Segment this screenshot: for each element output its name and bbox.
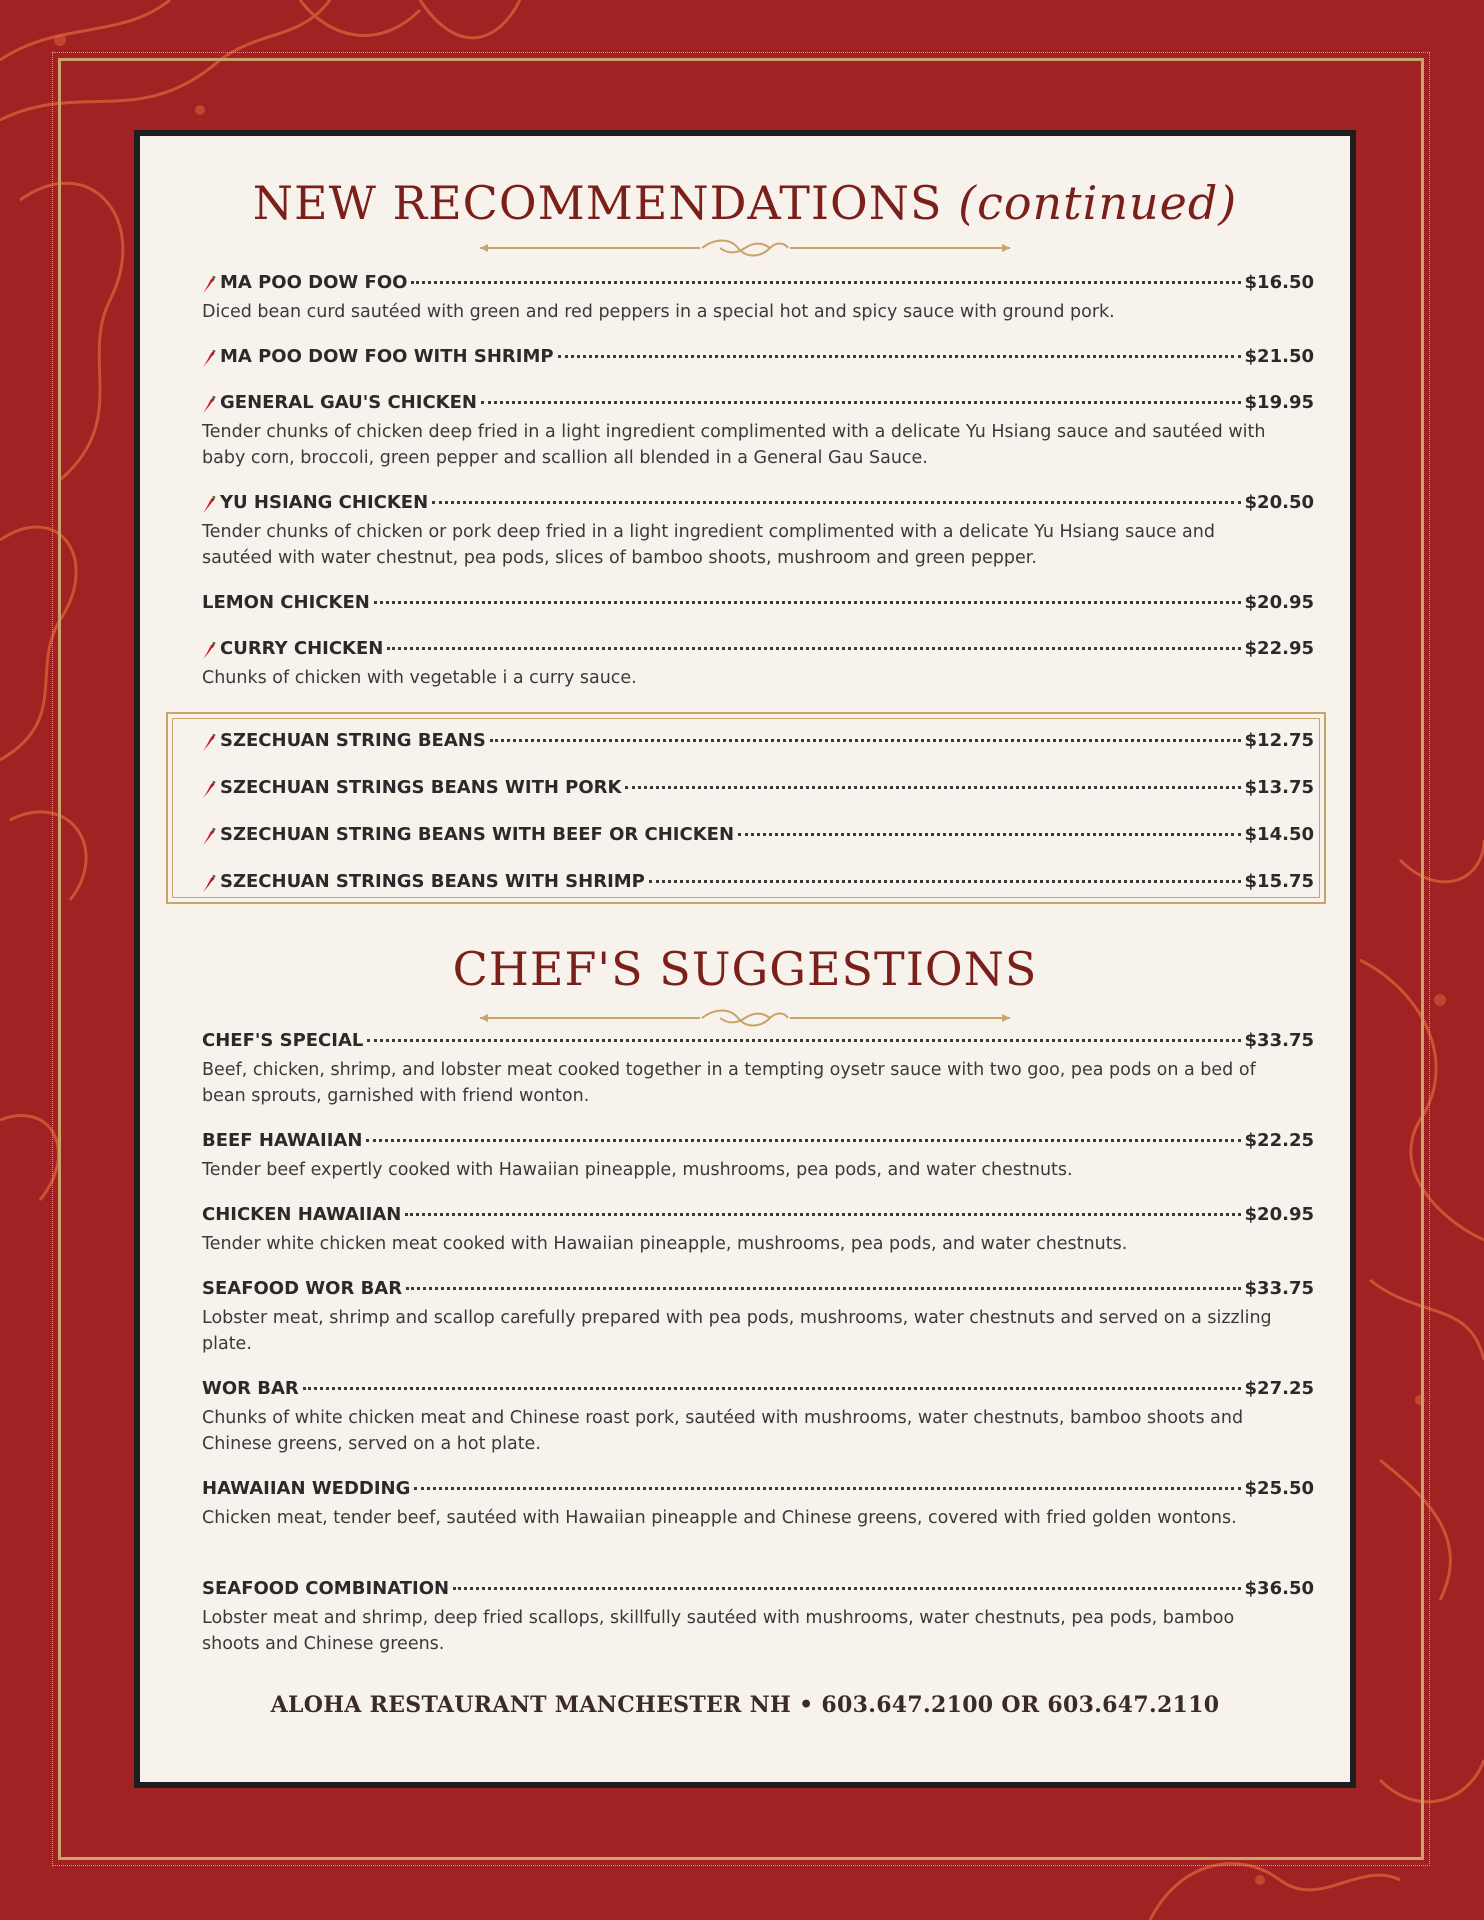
menu-item-row bbox=[202, 346, 1314, 372]
dot-leader bbox=[303, 1387, 1241, 1390]
dot-leader bbox=[649, 880, 1241, 883]
dot-leader bbox=[406, 1287, 1240, 1290]
dot-leader bbox=[738, 833, 1241, 836]
menu-item-price: $33.75 bbox=[1244, 1278, 1314, 1299]
menu-item-name: GENERAL GAU'S CHICKEN bbox=[220, 392, 477, 413]
menu-item-name: MA POO DOW FOO bbox=[220, 272, 408, 293]
menu-item-row bbox=[202, 871, 1314, 897]
menu-item-description: Chunks of white chicken meat and Chinese roast pork, sautéed with mushrooms, water chestnuts, bamboo shoots and Chinese greens, served on a hot plate. bbox=[202, 1408, 1244, 1454]
menu-item-price: $21.50 bbox=[1244, 346, 1314, 367]
menu-item-price: $33.75 bbox=[1244, 1030, 1314, 1051]
section-title-chefs-suggestions bbox=[140, 942, 1350, 996]
menu-item bbox=[202, 1030, 1314, 1109]
menu-item bbox=[202, 1204, 1314, 1257]
menu-item-name: MA POO DOW FOO WITH SHRIMP bbox=[220, 346, 554, 367]
menu-item-name: SZECHUAN STRINGS BEANS WITH SHRIMP bbox=[220, 871, 645, 892]
menu-item-price: $36.50 bbox=[1244, 1578, 1314, 1599]
menu-panel bbox=[134, 130, 1356, 1788]
menu-item-price: $15.75 bbox=[1244, 871, 1314, 892]
chili-pepper-icon bbox=[202, 276, 216, 294]
dot-leader bbox=[481, 401, 1241, 404]
chili-pepper-icon bbox=[202, 350, 216, 368]
menu-item-description: Chunks of chicken with vegetable i a curry sauce. bbox=[202, 668, 637, 688]
section-title-suffix: (continued) bbox=[958, 176, 1238, 230]
chili-pepper-icon bbox=[202, 642, 216, 660]
menu-item-name: SEAFOOD WOR BAR bbox=[202, 1278, 403, 1299]
dot-leader bbox=[405, 1213, 1240, 1216]
chili-pepper-icon bbox=[202, 828, 216, 846]
menu-item bbox=[202, 392, 1314, 471]
menu-item-price: $20.50 bbox=[1244, 492, 1314, 513]
menu-item-row bbox=[202, 492, 1314, 518]
menu-item-row bbox=[202, 638, 1314, 664]
menu-item-row bbox=[202, 1204, 1314, 1230]
menu-item-price: $22.25 bbox=[1244, 1130, 1314, 1151]
menu-item-price: $22.95 bbox=[1244, 638, 1314, 659]
menu-item-name: WOR BAR bbox=[202, 1378, 299, 1399]
menu-item-description: Tender beef expertly cooked with Hawaiian pineapple, mushrooms, pea pods, and water chestnuts. bbox=[202, 1160, 1073, 1180]
menu-item-row bbox=[202, 1130, 1314, 1156]
menu-item-price: $16.50 bbox=[1244, 272, 1314, 293]
menu-item bbox=[202, 492, 1314, 571]
menu-item-row bbox=[202, 1478, 1314, 1504]
menu-item bbox=[202, 1578, 1314, 1657]
menu-item bbox=[202, 1378, 1314, 1457]
menu-item-name: CURRY CHICKEN bbox=[220, 638, 384, 659]
menu-item-row bbox=[202, 1578, 1314, 1604]
menu-item bbox=[202, 638, 1314, 691]
dot-leader bbox=[366, 1139, 1240, 1142]
menu-item-row bbox=[202, 1278, 1314, 1304]
menu-item bbox=[202, 871, 1314, 897]
menu-item bbox=[202, 272, 1314, 325]
menu-item bbox=[202, 1130, 1314, 1183]
menu-item-price: $14.50 bbox=[1244, 824, 1314, 845]
dot-leader bbox=[411, 281, 1240, 284]
menu-item-price: $20.95 bbox=[1244, 592, 1314, 613]
menu-item-description: Tender chunks of chicken or pork deep fried in a light ingredient complimented with a delicate Yu Hsiang sauce and sautéed with water chestnut, pea pods, slices of bamboo shoots, mushroom and green pepper. bbox=[202, 522, 1215, 568]
menu-item bbox=[202, 1478, 1314, 1531]
menu-item-row bbox=[202, 1030, 1314, 1056]
dot-leader bbox=[432, 501, 1240, 504]
chili-pepper-icon bbox=[202, 734, 216, 752]
chili-pepper-icon bbox=[202, 396, 216, 414]
menu-item bbox=[202, 777, 1314, 803]
menu-item-description: Diced bean curd sautéed with green and red peppers in a special hot and spicy sauce with ground pork. bbox=[202, 302, 1115, 322]
menu-item-description: Tender white chicken meat cooked with Hawaiian pineapple, mushrooms, pea pods, and water chestnuts. bbox=[202, 1234, 1128, 1254]
ornament-divider-icon bbox=[480, 238, 1010, 258]
menu-item-name: HAWAIIAN WEDDING bbox=[202, 1478, 411, 1499]
menu-item-price: $20.95 bbox=[1244, 1204, 1314, 1225]
menu-item bbox=[202, 730, 1314, 756]
menu-item bbox=[202, 824, 1314, 850]
menu-item-price: $25.50 bbox=[1244, 1478, 1314, 1499]
menu-item-name: SZECHUAN STRINGS BEANS WITH PORK bbox=[220, 777, 622, 798]
menu-item-price: $13.75 bbox=[1244, 777, 1314, 798]
menu-item bbox=[202, 1278, 1314, 1357]
menu-item-row bbox=[202, 777, 1314, 803]
menu-item-row bbox=[202, 824, 1314, 850]
menu-item bbox=[202, 592, 1314, 618]
dot-leader bbox=[387, 647, 1240, 650]
menu-item-row bbox=[202, 272, 1314, 298]
menu-item-description: Lobster meat and shrimp, deep fried scallops, skillfully sautéed with mushrooms, water chestnuts, pea pods, bamboo shoots and Chinese greens. bbox=[202, 1608, 1235, 1654]
section-title-main: CHEF'S SUGGESTIONS bbox=[452, 942, 1038, 996]
menu-item-description: Chicken meat, tender beef, sautéed with Hawaiian pineapple and Chinese greens, covered with fried golden wontons. bbox=[202, 1508, 1237, 1528]
menu-item-name: YU HSIANG CHICKEN bbox=[220, 492, 429, 513]
menu-item-name: CHICKEN HAWAIIAN bbox=[202, 1204, 402, 1225]
dot-leader bbox=[367, 1039, 1240, 1042]
menu-item-name: SZECHUAN STRING BEANS bbox=[220, 730, 486, 751]
menu-item-name: CHEF'S SPECIAL bbox=[202, 1030, 364, 1051]
dot-leader bbox=[414, 1487, 1240, 1490]
menu-item-row bbox=[202, 730, 1314, 756]
chili-pepper-icon bbox=[202, 781, 216, 799]
menu-item-row bbox=[202, 392, 1314, 418]
dot-leader bbox=[558, 355, 1241, 358]
section-title-main: NEW RECOMMENDATIONS bbox=[252, 176, 943, 230]
menu-item-description: Beef, chicken, shrimp, and lobster meat cooked together in a tempting oysetr sauce with two goo, pea pods on a bed of bean sprouts, garnished with friend wonton. bbox=[202, 1060, 1256, 1106]
menu-item-price: $12.75 bbox=[1244, 730, 1314, 751]
menu-item-row bbox=[202, 1378, 1314, 1404]
ornament-divider-icon bbox=[480, 1008, 1010, 1028]
menu-item-price: $27.25 bbox=[1244, 1378, 1314, 1399]
section-title-new-recommendations bbox=[140, 176, 1350, 230]
menu-item-name: BEEF HAWAIIAN bbox=[202, 1130, 363, 1151]
menu-item-name: LEMON CHICKEN bbox=[202, 592, 370, 613]
dot-leader bbox=[490, 739, 1241, 742]
restaurant-footer: ALOHA RESTAURANT MANCHESTER NH • 603.647.2100 OR 603.647.2110 bbox=[270, 1692, 1220, 1718]
menu-item bbox=[202, 346, 1314, 372]
chili-pepper-icon bbox=[202, 496, 216, 514]
menu-item-row bbox=[202, 592, 1314, 618]
dot-leader bbox=[625, 786, 1240, 789]
chili-pepper-icon bbox=[202, 875, 216, 893]
dot-leader bbox=[374, 601, 1241, 604]
menu-item-price: $19.95 bbox=[1244, 392, 1314, 413]
menu-item-name: SZECHUAN STRING BEANS WITH BEEF OR CHICKEN bbox=[220, 824, 735, 845]
menu-item-description: Lobster meat, shrimp and scallop carefully prepared with pea pods, mushrooms, water chestnuts and served on a sizzling plate. bbox=[202, 1308, 1272, 1354]
menu-item-description: Tender chunks of chicken deep fried in a light ingredient complimented with a delicate Yu Hsiang sauce and sautéed with baby corn, broccoli, green pepper and scallion all blended in a General Gau Sauce. bbox=[202, 422, 1266, 468]
dot-leader bbox=[453, 1587, 1240, 1590]
menu-item-name: SEAFOOD COMBINATION bbox=[202, 1578, 450, 1599]
